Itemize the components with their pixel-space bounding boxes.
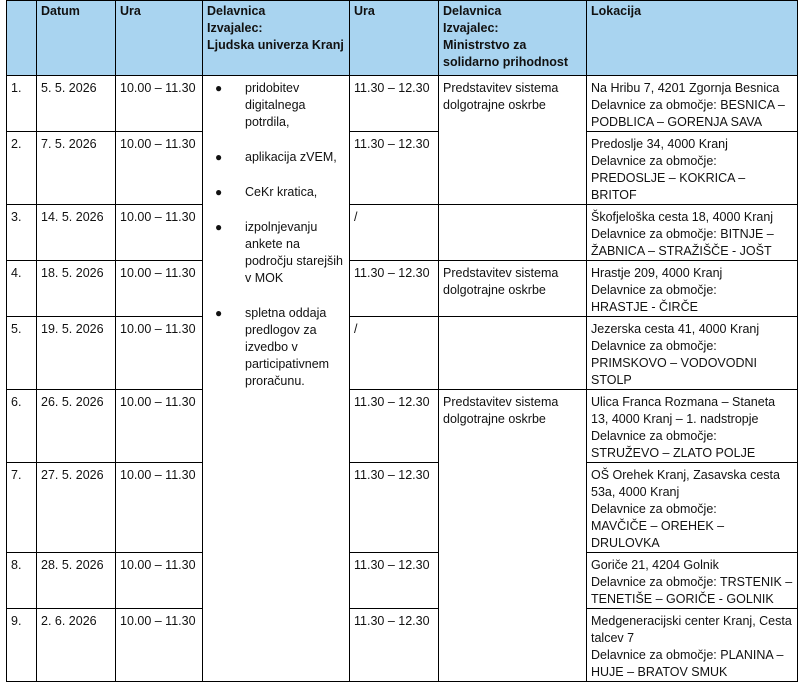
row-ministry-workshop: Predstavitev sistema dolgotrajne oskrbe — [439, 390, 587, 682]
row-time-ministry: 11.30 – 12.30 — [350, 463, 439, 553]
header-lokacija: Lokacija — [587, 1, 798, 76]
row-time-lu: 10.00 – 11.30 — [116, 205, 203, 261]
row-time-lu: 10.00 – 11.30 — [116, 317, 203, 390]
topic-text: izpolnjevanju ankete na področju starejših v MOK — [245, 220, 343, 285]
header-line: solidarno prihodnost — [443, 55, 568, 69]
row-number: 9. — [7, 609, 37, 682]
row-time-lu: 10.00 – 11.30 — [116, 463, 203, 553]
row-number: 7. — [7, 463, 37, 553]
row-location — [587, 205, 798, 261]
row-time-lu: 10.00 – 11.30 — [116, 132, 203, 205]
location-line: Delavnice za območje: — [591, 339, 717, 353]
row-number: 3. — [7, 205, 37, 261]
row-location — [587, 132, 798, 205]
row-number: 1. — [7, 76, 37, 132]
row-time-lu: 10.00 – 11.30 — [116, 609, 203, 682]
header-line: Ministrstvo za — [443, 38, 527, 52]
table-row — [7, 76, 798, 132]
location-line: PREDOSLJE – KOKRICA – BRITOF — [591, 171, 746, 202]
row-time-ministry: / — [350, 317, 439, 390]
row-date: 27. 5. 2026 — [37, 463, 116, 553]
topic-text: pridobitev digitalnega potrdila, — [245, 81, 306, 129]
row-location — [587, 76, 798, 132]
header-delavnica-lu — [203, 1, 350, 76]
row-time-lu: 10.00 – 11.30 — [116, 390, 203, 463]
row-date: 5. 5. 2026 — [37, 76, 116, 132]
row-ministry-workshop: Predstavitev sistema dolgotrajne oskrbe — [439, 261, 587, 317]
row-time-ministry: 11.30 – 12.30 — [350, 390, 439, 463]
row-time-ministry: 11.30 – 12.30 — [350, 553, 439, 609]
list-item — [215, 219, 345, 287]
row-number: 4. — [7, 261, 37, 317]
schedule-table — [6, 0, 798, 682]
location-line: PRIMSKOVO – VODOVODNI STOLP — [591, 356, 758, 387]
list-item — [215, 80, 345, 131]
table-row — [7, 609, 798, 682]
location-line: Delavnice za območje: — [591, 283, 717, 297]
location-line: Na Hribu 7, 4201 Zgornja Besnica — [591, 81, 780, 95]
row-date: 2. 6. 2026 — [37, 609, 116, 682]
location-line: MAVČIČE – OREHEK – DRULOVKA — [591, 519, 725, 550]
location-line: Delavnice za območje: — [591, 502, 717, 516]
row-ministry-workshop — [439, 317, 587, 390]
header-num — [7, 1, 37, 76]
row-number: 8. — [7, 553, 37, 609]
header-ura-2: Ura — [350, 1, 439, 76]
row-date: 18. 5. 2026 — [37, 261, 116, 317]
location-line: Medgeneracijski center Kranj, Cesta talcev 7 — [591, 614, 792, 645]
topic-text: spletna oddaja predlogov za izvedbo v participativnem proračunu. — [245, 306, 330, 388]
header-line: Izvajalec: — [443, 21, 499, 35]
location-line: Škofjeloška cesta 18, 4000 Kranj — [591, 210, 774, 224]
topics-list — [207, 80, 345, 390]
row-number: 5. — [7, 317, 37, 390]
bullet-icon: ● — [215, 150, 223, 164]
row-location — [587, 390, 798, 463]
row-number: 6. — [7, 390, 37, 463]
header-datum: Datum — [37, 1, 116, 76]
table-row — [7, 317, 798, 390]
location-line: Delavnice za območje: — [591, 429, 717, 443]
bullet-icon: ● — [215, 306, 223, 320]
row-time-lu: 10.00 – 11.30 — [116, 261, 203, 317]
row-time-lu: 10.00 – 11.30 — [116, 553, 203, 609]
location-line: Delavnice za območje: BESNICA – PODBLICA – GORENJA SAVA — [591, 98, 785, 129]
row-time-lu: 10.00 – 11.30 — [116, 76, 203, 132]
location-line: Goriče 21, 4204 Golnik — [591, 558, 719, 572]
location-line: Delavnice za območje: — [591, 154, 717, 168]
list-item — [215, 305, 345, 390]
row-time-ministry: 11.30 – 12.30 — [350, 609, 439, 682]
topics-cell — [203, 76, 350, 682]
row-time-ministry: 11.30 – 12.30 — [350, 132, 439, 205]
row-location — [587, 463, 798, 553]
location-line: Jezerska cesta 41, 4000 Kranj — [591, 322, 760, 336]
location-line: OŠ Orehek Kranj, Zasavska cesta 53a, 4000 Kranj — [591, 468, 780, 499]
table-row — [7, 132, 798, 205]
table-row — [7, 205, 798, 261]
row-time-ministry: 11.30 – 12.30 — [350, 76, 439, 132]
row-date: 28. 5. 2026 — [37, 553, 116, 609]
header-line: Ljudska univerza Kranj — [207, 38, 344, 52]
row-date: 19. 5. 2026 — [37, 317, 116, 390]
topic-text: aplikacija zVEM, — [245, 150, 337, 164]
location-line: HRASTJE - ČIRČE — [591, 300, 698, 314]
location-line: STRUŽEVO – ZLATO POLJE — [591, 446, 756, 460]
bullet-icon: ● — [215, 185, 223, 199]
row-location — [587, 553, 798, 609]
row-ministry-workshop: Predstavitev sistema dolgotrajne oskrbe — [439, 76, 587, 205]
location-line: Predoslje 34, 4000 Kranj — [591, 137, 728, 151]
row-time-ministry: 11.30 – 12.30 — [350, 261, 439, 317]
topic-text: CeKr kratica, — [245, 185, 318, 199]
row-number: 2. — [7, 132, 37, 205]
row-time-ministry: / — [350, 205, 439, 261]
table-row — [7, 390, 798, 463]
row-location — [587, 317, 798, 390]
location-line: Delavnice za območje: PLANINA – HUJE – BRATOV SMUK — [591, 648, 784, 679]
header-row — [7, 1, 798, 76]
header-delavnica-ministrstvo — [439, 1, 587, 76]
location-line: Delavnice za območje: TRSTENIK – TENETIŠE – GORIČE - GOLNIK — [591, 575, 793, 606]
table-row — [7, 463, 798, 553]
bullet-icon: ● — [215, 220, 223, 234]
header-line: Delavnica — [443, 4, 502, 18]
row-date: 14. 5. 2026 — [37, 205, 116, 261]
table-row — [7, 261, 798, 317]
header-line: Izvajalec: — [207, 21, 263, 35]
location-line: Ulica Franca Rozmana – Staneta 13, 4000 Kranj – 1. nadstropje — [591, 395, 776, 426]
list-item — [215, 149, 345, 166]
list-item — [215, 184, 345, 201]
location-line: Hrastje 209, 4000 Kranj — [591, 266, 723, 280]
header-ura-1: Ura — [116, 1, 203, 76]
row-date: 26. 5. 2026 — [37, 390, 116, 463]
header-line: Delavnica — [207, 4, 266, 18]
table-row — [7, 553, 798, 609]
row-location — [587, 261, 798, 317]
location-line: Delavnice za območje: BITNJE – ŽABNICA – STRAŽIŠČE - JOŠT — [591, 227, 774, 258]
row-date: 7. 5. 2026 — [37, 132, 116, 205]
row-location — [587, 609, 798, 682]
row-ministry-workshop — [439, 205, 587, 261]
bullet-icon: ● — [215, 81, 223, 95]
